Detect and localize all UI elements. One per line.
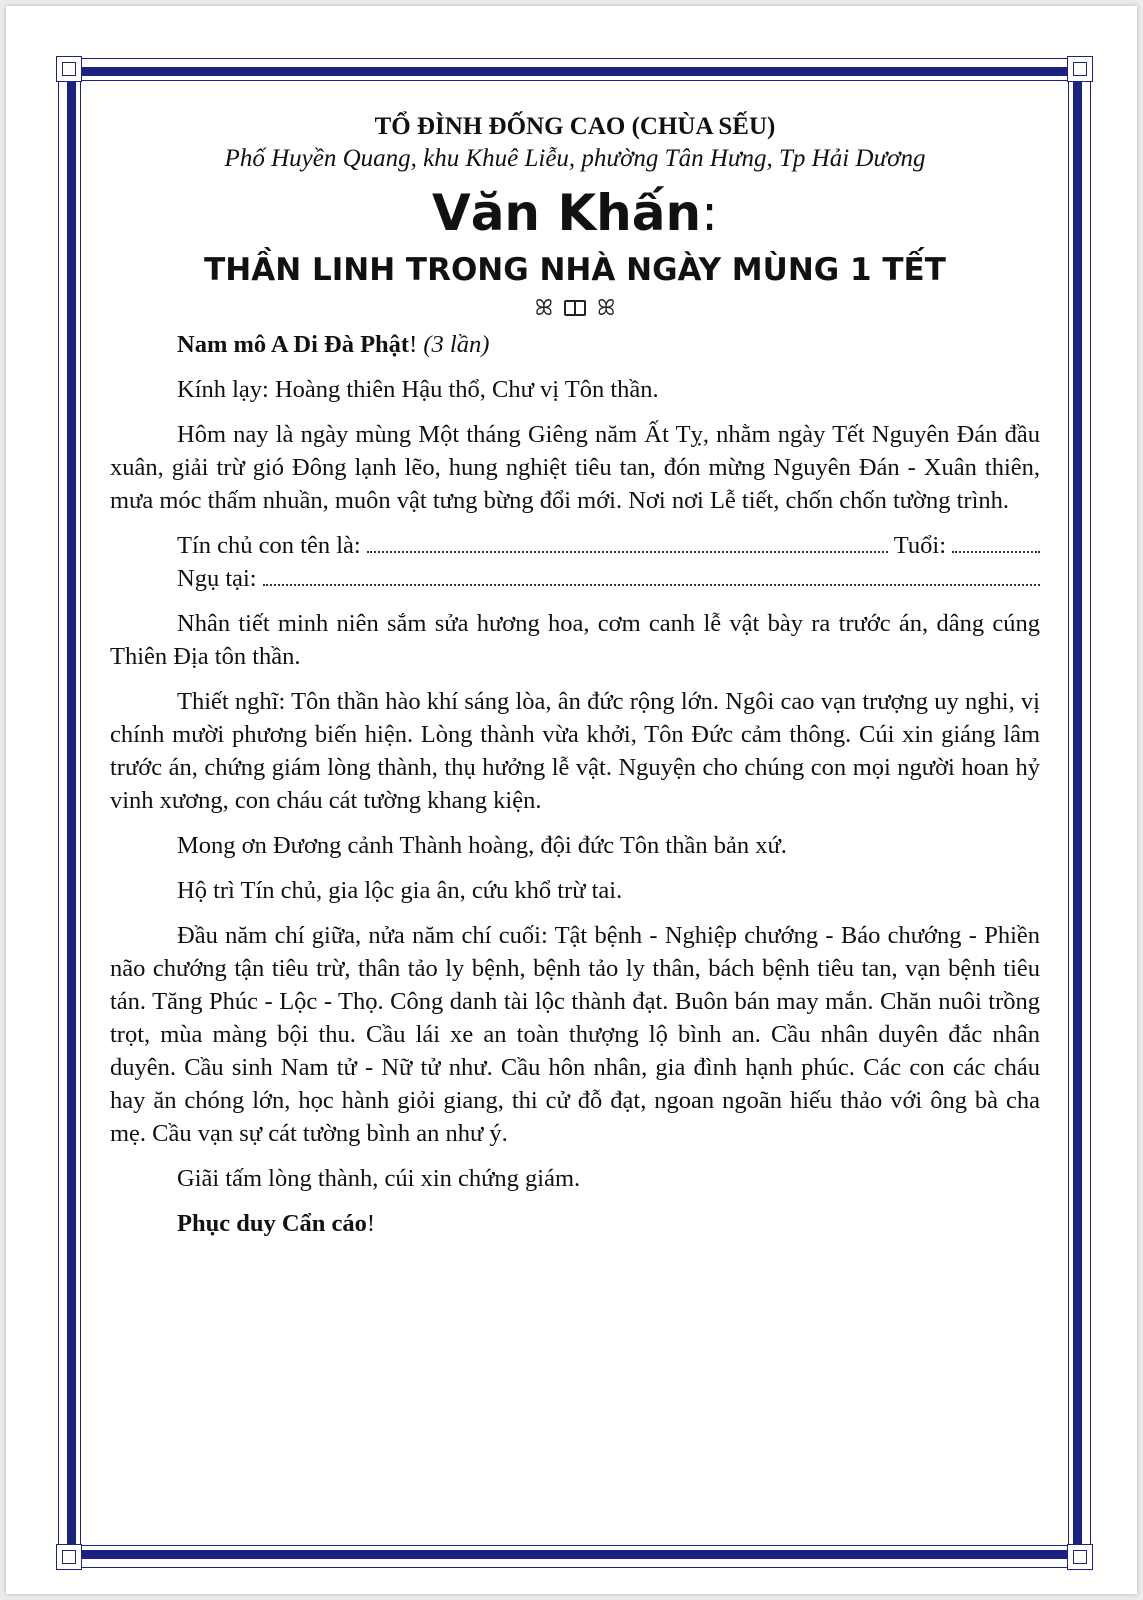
age-blank-field[interactable] (952, 541, 1040, 553)
page-subtitle: THẦN LINH TRONG NHÀ NGÀY MÙNG 1 TẾT (204, 252, 946, 288)
invocation-mark: ! (409, 331, 424, 358)
closing-mark: ! (366, 1210, 376, 1237)
paragraph-protection: Hộ trì Tín chủ, gia lộc gia ân, cứu khổ trừ tai. (177, 877, 623, 904)
document-page (6, 6, 1137, 1594)
age-label: Tuổi: (893, 532, 946, 559)
paragraph-guardian: Mong ơn Đương cảnh Thành hoàng, đội đức Tôn thần bản xứ. (177, 832, 787, 859)
temple-name: TỔ ĐÌNH ĐỐNG CAO (CHÙA SẾU) (374, 113, 776, 140)
residence-blank-field[interactable] (263, 574, 1040, 586)
paragraph-wishes: Đầu năm chí giữa, nửa năm chí cuối: Tật bệnh - Nghiệp chướng - Báo chướng - Phiền não chướng tận tiêu trừ, thân tảo ly bệnh, bệnh tảo ly thân, bách bệnh tiêu tan, vạn bệnh tiêu tán. Tăng Phúc - Lộc - Thọ. Công danh tài lộc thành đạt. Buôn bán may mắn. Chăn nuôi trồng trọt, mùa màng bội thu. Cầu lái xe an toàn thượng lộ bình an. Cầu nhân duyên đắc nhân duyên. Cầu sinh Nam tử - Nữ tử như. Cầu hôn nhân, gia đình hạnh phúc. Các con các cháu hay ăn chóng lớn, học hành giỏi giang, thi cử đỗ đạt, ngoan ngoãn hiếu thảo với ông bà cha mẹ. Cầu vạn sự cát tường bình an như ý. (110, 922, 1040, 1147)
residence-label: Ngụ tại: (177, 565, 257, 592)
temple-address: Phố Huyền Quang, khu Khuê Liễu, phường Tân Hưng, Tp Hải Dương (224, 145, 926, 172)
name-blank-field[interactable] (367, 541, 888, 553)
name-age-line (110, 529, 1040, 562)
devotee-info-fields (110, 529, 1040, 595)
corner-ornament-top-right (1067, 56, 1093, 82)
paragraph-date: Hôm nay là ngày mùng Một tháng Giêng năm Ất Tỵ, nhằm ngày Tết Nguyên Đán đầu xuân, giải trừ gió Đông lạnh lẽo, hung nghiệt tiêu tan, đón mừng Nguyên Đán - Xuân thiên, mưa móc thấm nhuần, muôn vật tưng bừng đổi mới. Nơi nơi Lễ tiết, chốn chốn tường trình. (110, 421, 1040, 514)
title-ornament (110, 294, 1040, 324)
paragraph-reflection: Thiết nghĩ: Tôn thần hào khí sáng lòa, ân đức rộng lớn. Ngôi cao vạn trượng uy nghi, vị chính mười phương biến hiện. Lòng thành vừa khởi, Tôn Đức cảm thông. Cúi xin giáng lâm trước án, chứng giám lòng thành, thụ hưởng lễ vật. Nguyện cho chúng con mọi người hoan hỷ vinh xương, con cháu cát tường khang kiện. (110, 688, 1040, 814)
ornament-right-icon: ꕤ (597, 296, 616, 321)
corner-ornament-bottom-right (1067, 1544, 1093, 1570)
paragraph-offerings: Nhân tiết minh niên sắm sửa hương hoa, cơm canh lễ vật bày ra trước án, dâng cúng Thiên Địa tôn thần. (110, 610, 1040, 670)
prayer-body (110, 328, 1040, 1240)
address-line: Kính lạy: Hoàng thiên Hậu thổ, Chư vị Tôn thần. (177, 376, 659, 403)
residence-line (110, 562, 1040, 595)
name-label: Tín chủ con tên là: (177, 532, 361, 559)
document-content (110, 102, 1040, 1252)
invocation (110, 328, 1040, 361)
corner-ornament-top-left (56, 56, 82, 82)
page-title-text: Văn Khấn (432, 184, 702, 242)
invocation-text: Nam mô A Di Đà Phật (177, 331, 410, 358)
page-title (110, 182, 1040, 244)
paragraph-sincerity: Giãi tấm lòng thành, cúi xin chứng giám. (177, 1165, 581, 1192)
ornament-left-icon: ꕤ (534, 296, 553, 321)
invocation-repeat: (3 lần) (423, 331, 490, 358)
closing (110, 1207, 1040, 1240)
corner-ornament-bottom-left (56, 1544, 82, 1570)
closing-text: Phục duy Cẩn cáo (177, 1210, 367, 1237)
open-book-icon (564, 300, 586, 316)
page-title-colon: : (701, 184, 718, 242)
